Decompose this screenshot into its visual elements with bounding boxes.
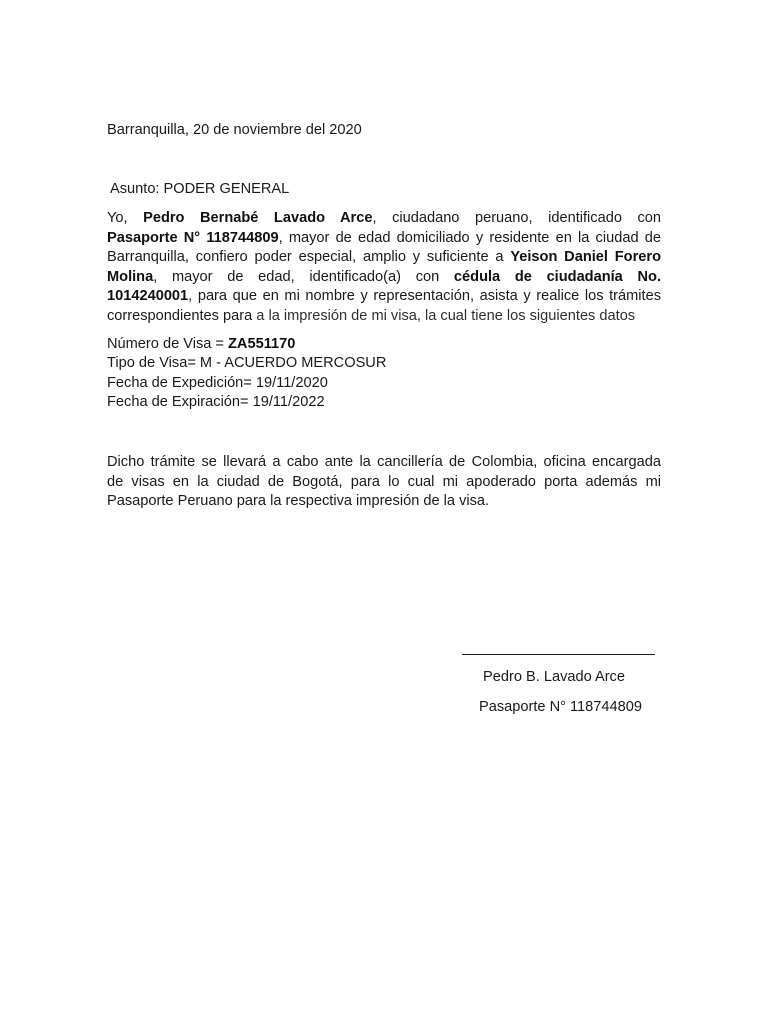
date-line: Barranquilla, 20 de noviembre del 2020 <box>107 122 362 138</box>
agent-name: Molina <box>107 268 154 285</box>
signature-line <box>462 654 655 655</box>
body-text: , para que en mi nombre y representación, asista y realice los trámites <box>188 288 661 304</box>
body-row-6 <box>107 307 661 327</box>
visa-type: Tipo de Visa= M - ACUERDO MERCOSUR <box>107 355 387 371</box>
visa-number-value: ZA551170 <box>228 336 296 352</box>
body-text: , mayor de edad, identificado(a) con <box>153 268 454 285</box>
body-text: , mayor de edad domiciliado y residente en la ciudad de <box>278 229 661 246</box>
body-row-3 <box>107 248 661 268</box>
body-text: Barranquilla, confiero poder especial, amplio y suficiente a <box>107 249 511 265</box>
visa-expiry-date: Fecha de Expiración= 19/11/2022 <box>107 394 325 410</box>
agent-name: Yeison Daniel Forero <box>510 249 661 265</box>
body-text: Yo, <box>107 210 144 226</box>
grantor-name: Pedro Bernabé Lavado Arce <box>143 210 373 226</box>
signature-name: Pedro B. Lavado Arce <box>483 669 625 685</box>
body-text: a la impresión de mi visa, la cual tiene los siguientes datos <box>256 307 636 324</box>
closing-row-2: de visas en la ciudad de Bogotá, para lo cual mi apoderado porta además mi <box>107 473 661 490</box>
body-row-1 <box>107 209 661 229</box>
visa-issue-date: Fecha de Expedición= 19/11/2020 <box>107 375 328 391</box>
body-row-4 <box>107 268 661 288</box>
body-paragraph <box>107 209 661 326</box>
closing-row-1: Dicho trámite se llevará a cabo ante la cancillería de Colombia, oficina encargada <box>107 454 661 470</box>
body-row-5 <box>107 287 661 307</box>
visa-number-label: Número de Visa = <box>107 336 229 352</box>
closing-row-3: Pasaporte Peruano para la respectiva impresión de la visa. <box>107 493 490 509</box>
subject-line: Asunto: PODER GENERAL <box>110 181 290 197</box>
body-text: correspondientes para <box>107 307 257 324</box>
signature-passport: Pasaporte N° 118744809 <box>479 699 642 715</box>
visa-number <box>107 335 295 355</box>
cedula-number: 1014240001 <box>107 288 189 304</box>
cedula-label: cédula de ciudadanía No. <box>453 268 661 285</box>
body-text: , ciudadano peruano, identificado con <box>372 210 662 226</box>
body-row-2 <box>107 229 661 249</box>
grantor-passport: Pasaporte N° 118744809 <box>107 229 279 246</box>
closing-paragraph <box>107 453 661 512</box>
